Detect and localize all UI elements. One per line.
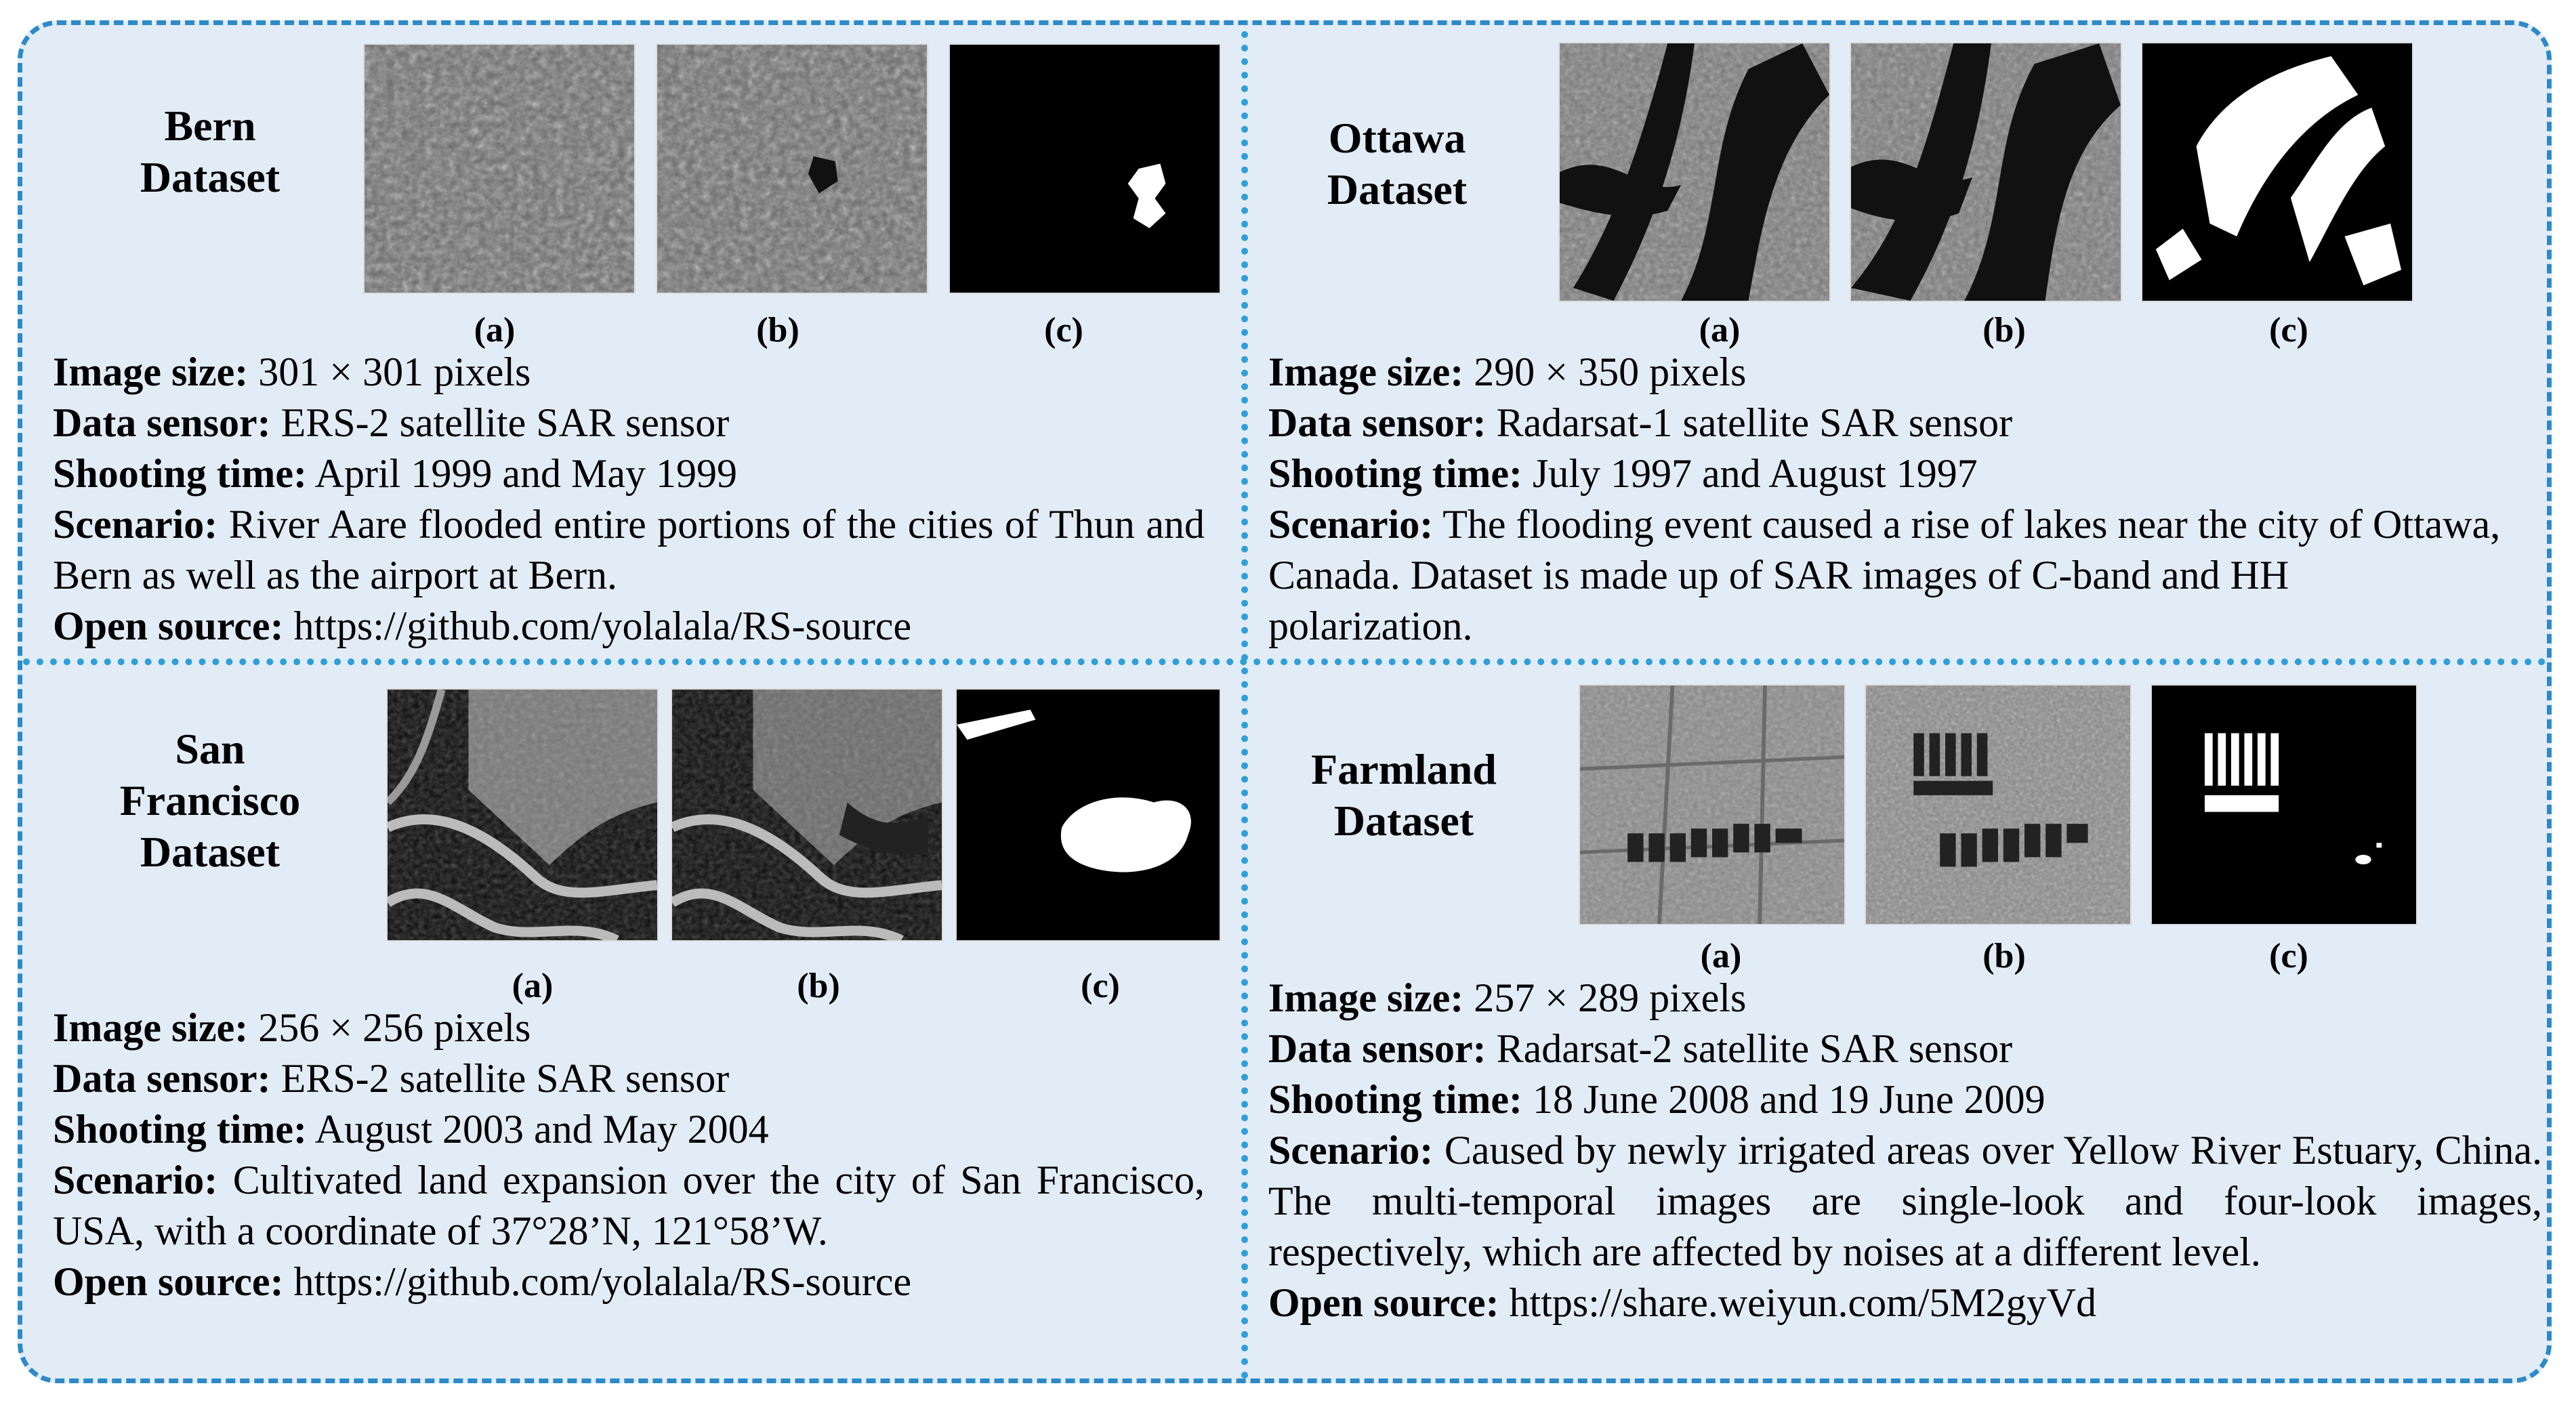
farmland-image-b (1865, 684, 2132, 925)
farmland-info: Image size: 257 × 289 pixels Data sensor: Radarsat-2 satellite SAR sensor Shooting time: 18 June 2008 and 19 June 2009 Scenario: Caused by newly irrigated areas over Yellow River Estuary, China. The multi-temporal images are single-look and four-look images, respectively, which are affected by noises at a different level. Open source: https://share.weiyun.com/5M2gyVd (1268, 975, 2543, 1325)
ottawa-title: Ottawa Dataset (1327, 114, 1468, 213)
sanfrancisco-label-b: (b) (797, 967, 840, 1005)
farmland-label-a: (a) (1700, 937, 1742, 975)
bern-info: Image size: 301 × 301 pixels Data sensor: ERS-2 satellite SAR sensor Shooting time: April 1999 and May 1999 Scenario: River Aare flooded entire portions of the cities of Thun and Bern as well as the airport at Bern. Open source: https://github.com/yolalala/RS-source (53, 350, 1205, 648)
sanfrancisco-title: San Francisco Dataset (119, 725, 301, 876)
ottawa-label-c: (c) (2269, 311, 2308, 350)
bern-label-c: (c) (1044, 311, 1083, 350)
bern-source-link[interactable]: https://github.com/yolalala/RS-source (293, 604, 912, 648)
ottawa-label-a: (a) (1699, 311, 1741, 350)
bern-image-a (363, 43, 636, 294)
sanfrancisco-image-c (955, 688, 1221, 942)
sanfrancisco-info: Image size: 256 × 256 pixels Data sensor: ERS-2 satellite SAR sensor Shooting time: August 2003 and May 2004 Scenario: Cultivated land expansion over the city of San Francisco, USA, with a coordinate of 37°28’N, 121°58’W. Open source: https://github.com/yolalala/RS-source (53, 1005, 1205, 1304)
bern-image-c (949, 43, 1221, 294)
ottawa-image-c (2141, 42, 2413, 302)
ottawa-label-b: (b) (1982, 311, 2026, 350)
bern-image-b (656, 43, 928, 294)
bern-title: Bern Dataset (140, 102, 281, 201)
farmland-source-link[interactable]: https://share.weiyun.com/5M2gyVd (1509, 1280, 2097, 1325)
bern-label-a: (a) (474, 311, 516, 350)
sanfrancisco-image-a (386, 688, 659, 942)
sanfrancisco-image-b (671, 688, 943, 942)
vertical-divider (1241, 31, 1248, 1379)
farmland-title: Farmland Dataset (1311, 745, 1497, 845)
ottawa-info: Image size: 290 × 350 pixels Data sensor: Radarsat-1 satellite SAR sensor Shooting time: July 1997 and August 1997 Scenario: The flooding event caused a rise of lakes near the city of Ottawa, Canada. Dataset is made up of SAR images of C-band and HH polarization. (1268, 350, 2501, 648)
sanfrancisco-label-a: (a) (512, 967, 554, 1005)
sanfrancisco-source-link[interactable]: https://github.com/yolalala/RS-source (293, 1259, 912, 1304)
sanfrancisco-label-c: (c) (1081, 967, 1120, 1005)
ottawa-image-b (1850, 42, 2122, 302)
horizontal-divider (23, 658, 2546, 665)
farmland-image-c (2151, 684, 2417, 925)
farmland-image-a (1579, 684, 1846, 925)
farmland-label-c: (c) (2269, 937, 2308, 975)
bern-label-b: (b) (756, 311, 799, 350)
ottawa-image-a (1558, 42, 1831, 302)
farmland-label-b: (b) (1982, 937, 2026, 975)
